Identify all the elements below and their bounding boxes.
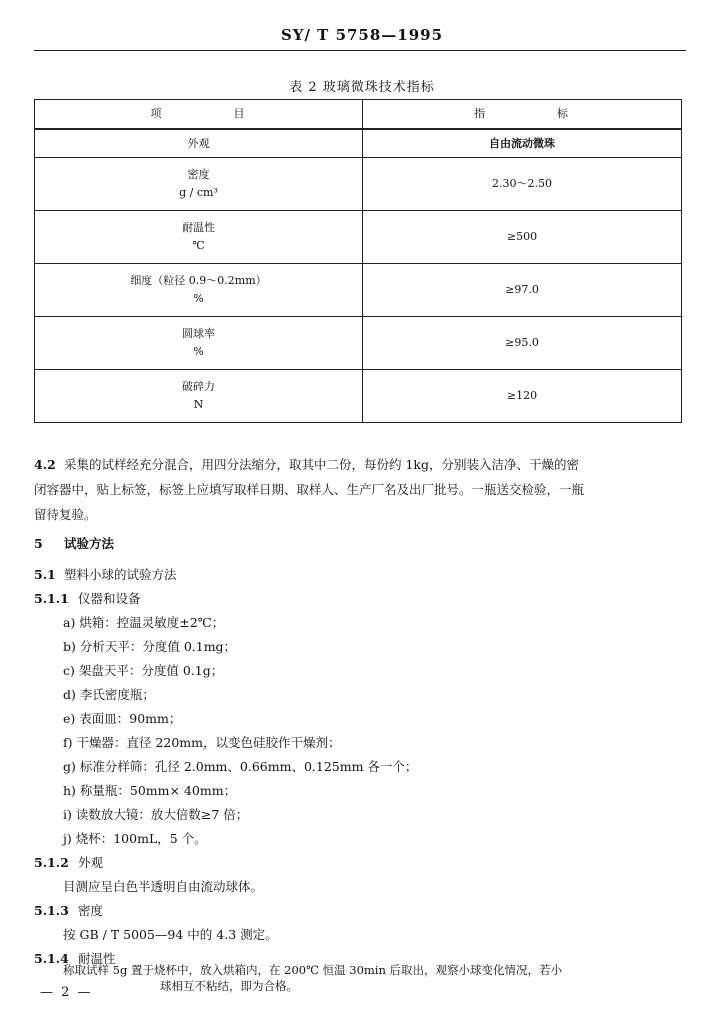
row-value: ≥97.0 [363, 264, 682, 317]
row-value: 自由流动微珠 [363, 129, 682, 158]
row-unit: % [193, 345, 204, 358]
row-value: ≥500 [363, 211, 682, 264]
section-title: 仪器和设备 [78, 591, 141, 606]
table-header-row [35, 100, 682, 130]
paragraph-text: 按 GB / T 5005—94 中的 4.3 测定。 [63, 927, 278, 942]
spec-table [34, 99, 682, 423]
table-caption: 表 2 玻璃微珠技术指标 [289, 80, 435, 95]
row-item-cell [35, 158, 363, 211]
header-value-cell [363, 100, 682, 130]
row-value: ≥95.0 [363, 317, 682, 370]
table-row [35, 211, 682, 264]
table-row [35, 129, 682, 158]
section-number: 5.1.1 [34, 591, 69, 606]
row-item: 密度 [187, 168, 210, 182]
list-item: c) 架盘天平：分度值 0.1g； [63, 663, 224, 678]
table-row [35, 317, 682, 370]
section-4-2-line-1 [34, 455, 579, 473]
section-title: 塑料小球的试验方法 [64, 567, 177, 582]
paragraph-text: 球相互不粘结，即为合格。 [160, 979, 298, 993]
row-unit: ℃ [192, 239, 205, 252]
row-item-cell [35, 211, 363, 264]
row-item-cell [35, 370, 363, 423]
row-unit: g / cm³ [179, 186, 218, 199]
header-value-a: 指 [474, 107, 487, 121]
list-item: h) 称量瓶：50mm× 40mm； [63, 783, 237, 798]
section-number: 5.1 [34, 567, 56, 582]
table-row [35, 264, 682, 317]
list-item: d) 李氏密度瓶； [63, 687, 155, 702]
header-value-b: 标 [557, 107, 570, 121]
header-item-b: 目 [233, 107, 247, 121]
section-5-1-1-heading [34, 589, 141, 607]
row-item: 细度（粒径 0.9～0.2mm） [130, 274, 267, 288]
row-item-cell [35, 264, 363, 317]
row-value: ≥120 [363, 370, 682, 423]
section-title: 试验方法 [64, 536, 115, 551]
section-5-1-heading [34, 565, 177, 583]
header-rule [34, 50, 686, 51]
paragraph-text: 闭容器中，贴上标签，标签上应填写取样日期、取样人、生产厂名及出厂批号。一瓶送交检验，一瓶 [34, 482, 585, 497]
page-number: — 2 — [40, 985, 93, 1000]
section-5-1-3-heading [34, 901, 103, 919]
row-item: 破碎力 [182, 380, 215, 394]
row-item: 外观 [35, 129, 363, 158]
list-item: g) 标准分样筛：孔径 2.0mm、0.66mm、0.125mm 各一个； [63, 759, 418, 774]
paragraph-text: 采集的试样经充分混合，用四分法缩分，取其中二份，每份约 1kg，分别装入洁净、干燥的密 [64, 457, 580, 472]
section-5-heading [34, 534, 114, 552]
row-item-cell [35, 317, 363, 370]
header-item-cell [35, 100, 363, 130]
header-item-a: 项 [150, 107, 164, 121]
list-item: f) 干燥器：直径 220mm，以变色硅胶作干燥剂； [63, 735, 341, 750]
paragraph-text: 目测应呈白色半透明自由流动球体。 [63, 879, 264, 894]
section-number: 5 [34, 536, 43, 551]
row-unit: % [193, 292, 204, 305]
paragraph-text: 称取试样 5g 置于烧杯中，放入烘箱内，在 200℃ 恒温 30min 后取出，观察小球变化情况，若小 [63, 963, 563, 977]
table-row [35, 158, 682, 211]
list-item: b) 分析天平：分度值 0.1mg； [63, 639, 237, 654]
section-title: 外观 [78, 855, 104, 870]
list-item: e) 表面皿：90mm； [63, 711, 182, 726]
row-item: 耐温性 [182, 221, 215, 235]
list-item: j) 烧杯：100mL，5 个。 [63, 831, 207, 846]
list-item: i) 读数放大镜：放大倍数≥7 倍； [63, 807, 249, 822]
row-unit: N [193, 398, 204, 411]
section-title: 密度 [78, 903, 104, 918]
row-item: 圆球率 [182, 327, 215, 341]
section-title: 耐温性 [78, 951, 116, 966]
paragraph-text: 留待复验。 [34, 507, 97, 522]
section-number: 5.1.4 [34, 951, 69, 966]
row-value: 2.30～2.50 [363, 158, 682, 211]
section-number: 5.1.3 [34, 903, 69, 918]
table-row [35, 370, 682, 423]
list-item: a) 烘箱：控温灵敏度±2℃； [63, 615, 225, 630]
section-number: 4.2 [34, 457, 56, 472]
standard-header: SY/ T 5758—1995 [280, 26, 444, 44]
section-5-1-2-heading [34, 853, 103, 871]
section-number: 5.1.2 [34, 855, 69, 870]
